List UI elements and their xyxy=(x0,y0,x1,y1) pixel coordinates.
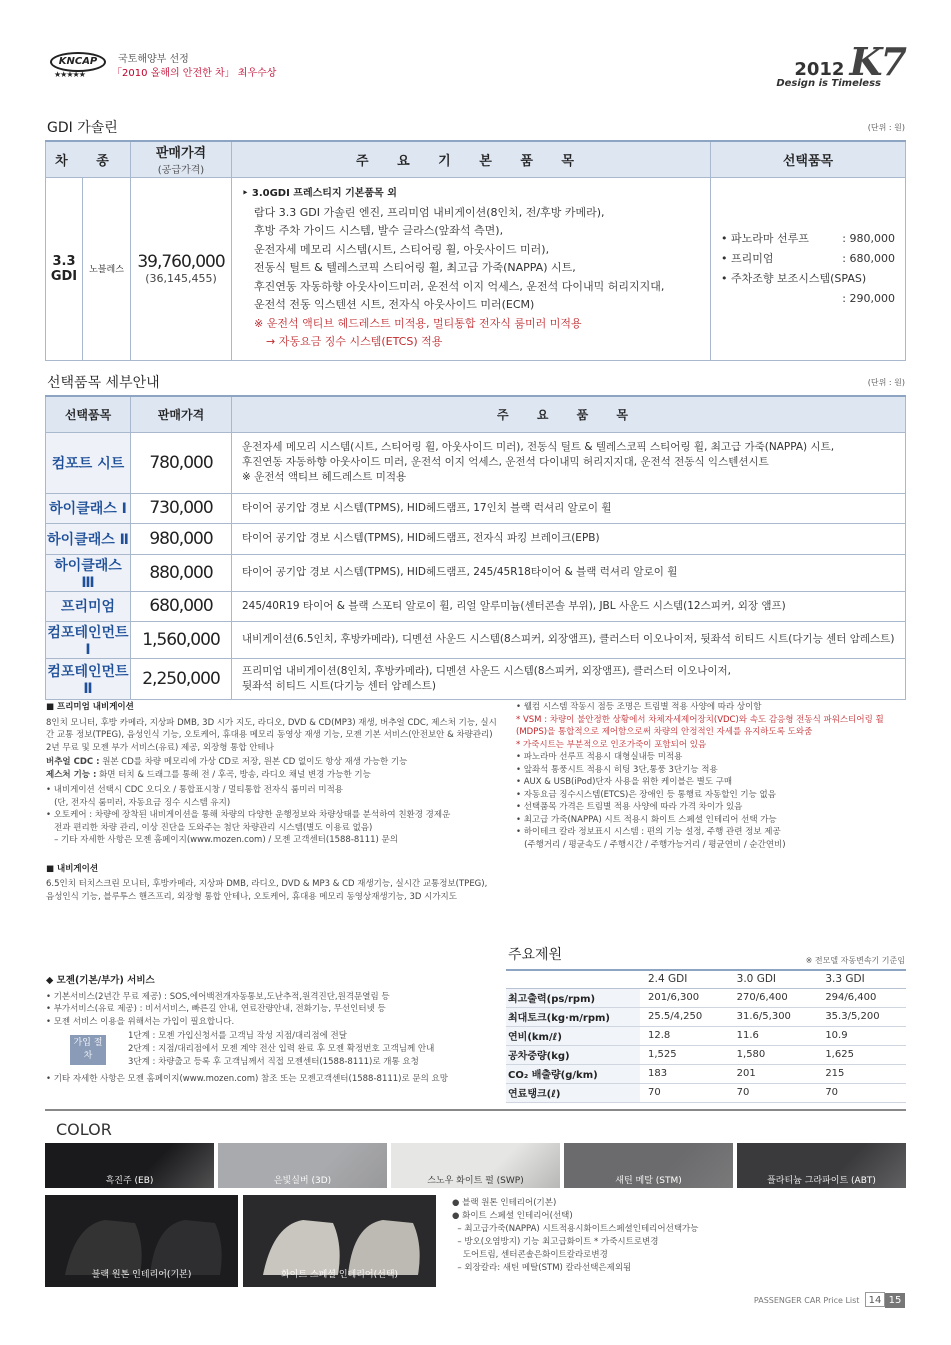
table-row: 최고출력(ps/rpm) 201/6,300 270/6,400 294/6,400 xyxy=(506,988,906,1007)
award-label: 「2010 올해의 안전한 차」 최우수상 xyxy=(112,68,277,79)
gdi-title: GDI 가솔린 xyxy=(47,120,118,136)
feature-note: ※ 운전석 액티브 헤드레스트 미적용, 멀티통합 전자식 룸미러 미적용 xyxy=(254,316,582,330)
specs-note: ※ 전모델 자동변속기 기준임 xyxy=(805,956,905,965)
notes-left xyxy=(46,701,498,903)
option-name: 하이클래스 Ⅰ xyxy=(46,493,131,523)
table-row xyxy=(46,591,906,621)
option-price: 1,560,000 xyxy=(131,621,232,658)
kncap-logo xyxy=(50,52,106,82)
option-desc: 타이어 공기압 경보 시스템(TPMS), HID헤드램프, 17인치 블랙 럭셔리 알로이 휠 xyxy=(232,493,906,523)
feature-line: 운전자세 메모리 시스템(시트, 스티어링 휠, 아웃사이드 미러), xyxy=(254,242,550,256)
option-name: 하이클래스 Ⅱ xyxy=(46,523,131,554)
option-price: 880,000 xyxy=(131,554,232,591)
option-price: 680,000 xyxy=(131,591,232,621)
option-desc: 내비게이션(6.5인치, 후방카메라), 디멘션 사운드 시스템(8스피커, 외장앰프), 클러스터 이오나이저, 뒷좌석 히티드 시트(다기능 센터 암레스트) xyxy=(232,621,906,658)
col-option-items: 주 요 품 목 xyxy=(232,396,906,432)
col-price: 판매가격 (공급가격) xyxy=(131,141,232,177)
color-swatch-stm[interactable]: 새틴 메탈 (STM) xyxy=(564,1143,733,1188)
nav-bullet: (단, 전자식 룸미러, 자동요금 징수 시스템 유지) xyxy=(46,797,231,808)
col-option-price: 판매가격 xyxy=(131,396,232,432)
signup-step: 3단계 : 차량출고 등록 후 고객님께서 직접 모젠센터(1588-8111)로 개통 요청 xyxy=(128,1057,419,1067)
table-row xyxy=(46,493,906,523)
table-row xyxy=(46,554,906,591)
note-item: • 하이테크 칼라 정보표시 시스템 : 편의 기능 설정, 주행 관련 정보 제공 xyxy=(516,827,781,837)
option-price: 980,000 xyxy=(131,523,232,554)
brand-logo xyxy=(776,39,905,89)
feature-line: 운전석 전동 익스텐션 시트, 전자식 아웃사이드 미러(ECM) xyxy=(254,298,535,312)
page-footer xyxy=(754,1292,905,1308)
nav-heading: ■ 내비게이션 xyxy=(46,863,99,874)
table-row xyxy=(46,177,906,360)
option-desc: 프리미엄 내비게이션(8인치, 후방카메라), 디멘션 사운드 시스템(8스피커, 외장앰프), 클러스터 이오나이저, 뒷좌석 히티드 시트(다기능 센터 암레스트) xyxy=(232,658,906,699)
footer-label: PASSENGER CAR Price List xyxy=(753,1296,860,1305)
col-trim: 차 종 xyxy=(46,141,131,177)
interior-note: – 방오(오염방지) 기능 최고급화이트 * 가죽시트로변경 xyxy=(452,1237,659,1247)
trim-cell: 노블레스 xyxy=(83,177,131,360)
engine-cell: 3.3 GDI xyxy=(46,177,83,360)
specs-col: 3.3 GDI xyxy=(817,970,906,988)
nav-text: 6.5인치 터치스크린 모니터, 후방카메라, 지상파 DMB, 라디오, DVD & MP3 & CD 재생기능, 실시간 교통정보(TPEG), 음성인식 기능, 블루투스 핸즈프리, 외장형 통합 안테나, 오토케어, 휴대용 메모리 동영상재생기능, 3D 시가지도 xyxy=(46,879,488,902)
interior-white-image[interactable]: 화이트 스페셜 인테리어(선택) xyxy=(243,1195,436,1287)
note-item: * VSM : 차량이 불안정한 상황에서 차체자세제어장치(VDC)와 속도 감응형 전동식 파워스티어링 휠(MDPS)을 통합적으로 제어함으로써 차량의 안정적인 자세를 유지하도록 도와줌 xyxy=(516,714,884,737)
interior-notes xyxy=(452,1197,752,1275)
gesture-note: 제스처 기능 : 화면 터치 & 드래그를 통해 전 / 후곡, 방송, 라디오 채널 변경 가능한 기능 xyxy=(46,769,371,780)
option-desc: 245/40R19 타이어 & 블랙 스포티 알로이 휠, 리얼 알루미늄(센터콘솔 부위), JBL 사운드 시스템(12스피커, 외장 앰프) xyxy=(232,591,906,621)
features-cell xyxy=(232,177,711,360)
mozen-line: • 부가서비스(유료 제공) : 비서서비스, 빠른길 안내, 연료잔량안내, 전화기능, 무선인터넷 등 xyxy=(46,1004,386,1014)
option-desc: 타이어 공기압 경보 시스템(TPMS), HID헤드램프, 전자식 파킹 브레이크(EPB) xyxy=(232,523,906,554)
options-detail-unit: (단위 : 원) xyxy=(867,378,905,387)
feature-line: 후진연동 자동하향 아웃사이드미러, 운전석 이지 억세스, 운전석 다이내믹 허리지지대, xyxy=(254,279,665,293)
nav-bullet: • 내비게이션 선택시 CDC 오디오 / 통합표시창 / 멀티통합 전자식 룸미러 미적용 xyxy=(46,785,343,795)
options-detail-title: 선택품목 세부안내 xyxy=(47,375,160,391)
col-options: 선택품목 xyxy=(711,141,906,177)
signup-step: 2단계 : 지점/대리점에서 모젠 계약 전산 입력 완료 후 모젠 확정번호 고객님께 안내 xyxy=(128,1044,435,1054)
option-name: 컴포테인먼트 Ⅰ xyxy=(46,621,131,658)
note-item: * 가죽시트는 부분적으로 인조가죽이 포함되어 있음 xyxy=(516,739,707,750)
note-item: • 웰컴 시스템 작동시 점등 조명은 트림별 적용 사양에 따라 상이함 xyxy=(516,702,762,712)
color-divider xyxy=(45,1109,906,1111)
table-row xyxy=(46,658,906,699)
table-row: 연료탱크(ℓ) 70 70 70 xyxy=(506,1083,906,1102)
mozen-line: • 모젠 서비스 이용을 위해서는 가입이 필요합니다. xyxy=(46,1016,235,1027)
specs-col xyxy=(506,970,640,988)
note-item: • 파노라마 선루프 적용시 대형실내등 미적용 xyxy=(516,752,683,762)
mozen-line: • 기본서비스(2년간 무료 제공) : SOS,에어백전개자동통보,도난추적,원격진단,원격문열림 등 xyxy=(46,991,390,1002)
option-price: 780,000 xyxy=(131,432,232,493)
feature-line: 람다 3.3 GDI 가솔린 엔진, 프리미엄 내비게이션(8인치, 전/후방 카메라), xyxy=(254,205,605,219)
color-swatch-swp[interactable]: 스노우 화이트 펄 (SWP) xyxy=(391,1143,560,1188)
option-name: 컴포트 시트 xyxy=(46,432,131,493)
brand-year: 2012 xyxy=(794,59,845,80)
options-cell xyxy=(711,177,906,360)
premium-nav-text: 8인치 모니터, 후방 카메라, 지상파 DMB, 3D 시가 지도, 라디오, DVD & CD(MP3) 재생, 버추얼 CDC, 제스처 기능, 실시간 교통 정보(TPEG), 음성인식 기능, 오토케어, 휴대용 메모리 동영상 재생 기능, 모젠 기본 서비스(안전보안 & 차량관리) 2년 무료 및 모젠 부가 서비스(유료) 제공, 외장형 통합 안테나 xyxy=(46,717,497,753)
kncap-stars-icon: ★★★★★ xyxy=(54,70,85,79)
interior-black-image[interactable]: 블랙 원톤 인테리어(기본) xyxy=(45,1195,238,1287)
option-name: 하이클래스 Ⅲ xyxy=(46,554,131,591)
table-row xyxy=(46,621,906,658)
table-row: CO₂ 배출량(g/km) 183 201 215 xyxy=(506,1064,906,1083)
interior-note: 도어트림, 센터콘솔은화이트칼라로변경 xyxy=(452,1250,608,1260)
option-item: • 주차조향 보조시스템(SPAS) : 290,000 xyxy=(721,271,895,305)
note-item: (주행거리 / 평균속도 / 주행시간 / 주행가능거리 / 평균연비 / 순간연비) xyxy=(516,839,786,850)
note-item: • 선택품목 가격은 트림별 적용 사양에 따라 가격 차이가 있음 xyxy=(516,802,743,812)
table-row: 공차중량(kg) 1,525 1,580 1,625 xyxy=(506,1045,906,1064)
note-item: • 최고급 가죽(NAPPA) 시트 적용시 화이트 스페셜 인테리어 선택 가능 xyxy=(516,814,777,825)
option-item: • 파노라마 선루프 : 980,000 xyxy=(721,231,895,245)
option-price: 730,000 xyxy=(131,493,232,523)
interior-note: – 외장칼라: 새틴 메탈(STM) 칼라선택은제외됨 xyxy=(452,1263,632,1273)
col-features: 주 요 기 본 품 목 xyxy=(232,141,711,177)
ministry-label: 국토해양부 선정 xyxy=(118,54,189,65)
option-name: 프리미엄 xyxy=(46,591,131,621)
page-number-right: 15 xyxy=(885,1293,905,1308)
interior-note: ● 화이트 스페셜 인테리어(선택) xyxy=(452,1211,573,1221)
mozen-box xyxy=(46,975,496,1086)
features-head: ‣ 3.0GDI 프레스티지 기본품목 외 xyxy=(242,188,397,200)
page-number-left: 14 xyxy=(865,1292,885,1307)
gdi-unit: (단위 : 원) xyxy=(867,123,905,132)
color-swatch-abt[interactable]: 플라티늄 그라파이트 (ABT) xyxy=(737,1143,906,1188)
nav-bullet: 전과 편리한 차량 관리, 이상 진단을 도와주는 첨단 차량관리 시스템(별도 이용료 없음) xyxy=(46,822,373,833)
signup-step: 1단계 : 모젠 가입신청서를 고객님 작성 지점/대리점에 전달 xyxy=(128,1031,347,1041)
option-item: • 프리미엄 : 680,000 xyxy=(721,251,895,265)
note-item: • 앞좌석 통풍시트 적용시 히팅 3단,통풍 3단기능 적용 xyxy=(516,764,718,775)
premium-nav-heading: ■ 프리미엄 내비게이션 xyxy=(46,702,134,712)
price-cell: 39,760,000 (36,145,455) xyxy=(131,177,232,360)
nav-bullet: • 오토케어 : 차량에 장착된 내비게이션을 통해 차량의 다양한 운행정보와 차량상태를 분석하여 친환경 경제운 xyxy=(46,810,451,820)
option-desc: 운전자세 메모리 시스템(시트, 스티어링 휠, 아웃사이드 미러), 전동식 틸트 & 텔레스코픽 스티어링 휠, 최고급 가죽(NAPPA) 시트, 후진연동 자동하향 아웃사이드 미러, 운전석 이지 억세스, 운전석 다이내믹 허리지지대, 운전석 전동식 익스텐션시트 ※ 운전석 액티브 헤드레스트 미적용 xyxy=(232,432,906,493)
specs-col: 3.0 GDI xyxy=(729,970,818,988)
table-row: 연비(km/ℓ) 12.8 11.6 10.9 xyxy=(506,1026,906,1045)
kncap-logo-text: KNCAP xyxy=(50,52,106,72)
mozen-footer: • 기타 자세한 사항은 모젠 홈페이지(www.mozen.com) 참조 또는 모젠고객센터(1588-8111)로 문의 요망 xyxy=(46,1074,448,1084)
feature-note: → 자동요금 징수 시스템(ETCS) 적용 xyxy=(266,335,443,349)
virtual-cdc-note: 버추얼 CDC : 원본 CD를 차량 메모리에 가상 CD로 저장, 원본 CD 없이도 항상 재생 가능한 기능 xyxy=(46,757,408,767)
feature-line: 전동식 틸트 & 텔레스코픽 스티어링 휠, 최고급 가죽(NAPPA) 시트, xyxy=(254,261,576,275)
option-price: 2,250,000 xyxy=(131,658,232,699)
brand-model: K7 xyxy=(849,39,905,84)
table-row xyxy=(46,523,906,554)
options-detail-table xyxy=(45,395,906,700)
specs-table xyxy=(506,969,906,1103)
gdi-price-table xyxy=(45,140,906,361)
color-title: COLOR xyxy=(56,1120,112,1139)
table-row: 최대토크(kg·m/rpm) 25.5/4,250 31.6/5,300 35.3/5,200 xyxy=(506,1007,906,1026)
option-desc: 타이어 공기압 경보 시스템(TPMS), HID헤드램프, 245/45R18타이어 & 블랙 럭셔리 알로이 휠 xyxy=(232,554,906,591)
col-option-name: 선택품목 xyxy=(46,396,131,432)
mozen-steps xyxy=(46,1030,496,1070)
brand-tagline: Design is Timeless xyxy=(776,78,881,89)
color-swatch-3d[interactable]: 은빛실버 (3D) xyxy=(218,1143,387,1188)
option-name: 컴포테인먼트 Ⅱ xyxy=(46,658,131,699)
signup-badge: 가입 절차 xyxy=(70,1035,106,1065)
note-item: • 자동요금 징수시스템(ETCS)은 장애인 등 통행료 자동할인 기능 없음 xyxy=(516,789,776,800)
interior-note: ● 블랙 원톤 인테리어(기본) xyxy=(452,1198,557,1208)
specs-title: 주요제원 xyxy=(508,947,563,963)
table-row xyxy=(46,432,906,493)
note-item: • AUX & USB(iPod)단자 사용을 위한 케이블은 별도 구매 xyxy=(516,777,733,787)
specs-col: 2.4 GDI xyxy=(640,970,729,988)
notes-right xyxy=(516,701,908,851)
nav-bullet: – 기타 자세한 사항은 모젠 홈페이지(www.mozen.com) / 모젠 고객센터(1588-8111) 문의 xyxy=(46,835,398,845)
color-swatch-eb[interactable]: 흑진주 (EB) xyxy=(45,1143,214,1188)
interior-note: – 최고급가죽(NAPPA) 시트적용시화이트스페셜인테리어선택가능 xyxy=(452,1224,699,1234)
feature-line: 후방 주차 가이드 시스템, 발수 글라스(앞좌석 측면), xyxy=(254,224,504,238)
mozen-heading: ◆ 모젠(기본/부가) 서비스 xyxy=(46,975,155,986)
